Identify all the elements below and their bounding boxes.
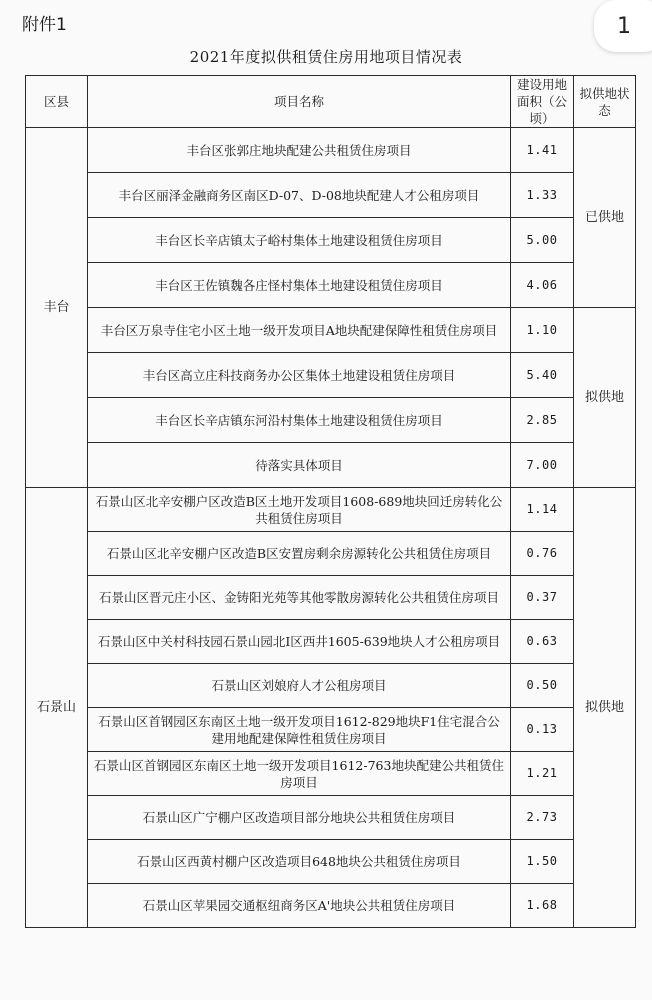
area-cell: 0.50 <box>511 664 574 708</box>
project-name-cell: 石景山区西黄村棚户区改造项目648地块公共租赁住房项目 <box>88 840 511 884</box>
status-cell-supplied: 已供地 <box>574 128 636 308</box>
project-table <box>25 75 636 928</box>
header-district: 区县 <box>26 76 88 128</box>
table-row <box>26 308 636 353</box>
area-cell: 0.37 <box>511 576 574 620</box>
project-name-cell: 丰台区高立庄科技商务办公区集体土地建设租赁住房项目 <box>88 353 511 398</box>
area-cell: 0.13 <box>511 708 574 752</box>
table-row <box>26 664 636 708</box>
area-cell: 0.63 <box>511 620 574 664</box>
table-title: 2021年度拟供租赁住房用地项目情况表 <box>189 48 463 66</box>
table-row <box>26 353 636 398</box>
table-row <box>26 263 636 308</box>
area-cell: 5.40 <box>511 353 574 398</box>
area-cell: 1.33 <box>511 173 574 218</box>
project-name-cell: 石景山区中关村科技园石景山园北Ⅰ区西井1605-639地块人才公租房项目 <box>88 620 511 664</box>
project-name-cell: 石景山区晋元庄小区、金铸阳光苑等其他零散房源转化公共租赁住房项目 <box>88 576 511 620</box>
status-cell-planned: 拟供地 <box>574 308 636 488</box>
page-number: 1 <box>617 13 631 39</box>
table-row <box>26 128 636 173</box>
district-cell-shijingshan: 石景山 <box>26 488 88 928</box>
table-row <box>26 218 636 263</box>
project-name-cell: 石景山区北辛安棚户区改造B区土地开发项目1608-689地块回迁房转化公共租赁住房项目 <box>88 488 511 532</box>
attachment-label: 附件1 <box>22 15 67 35</box>
table-row <box>26 443 636 488</box>
table-row <box>26 840 636 884</box>
project-name-cell: 石景山区首钢园区东南区土地一级开发项目1612-763地块配建公共租赁住房项目 <box>88 752 511 796</box>
project-name-cell: 丰台区万泉寺住宅小区土地一级开发项目A地块配建保障性租赁住房项目 <box>88 308 511 353</box>
project-name-cell: 丰台区长辛店镇东河沿村集体土地建设租赁住房项目 <box>88 398 511 443</box>
area-cell: 1.50 <box>511 840 574 884</box>
district-cell-fengtai: 丰台 <box>26 128 88 488</box>
project-name-cell: 丰台区长辛店镇太子峪村集体土地建设租赁住房项目 <box>88 218 511 263</box>
table-row <box>26 576 636 620</box>
header-row <box>26 76 636 128</box>
project-name-cell: 石景山区首钢园区东南区土地一级开发项目1612-829地块F1住宅混合公建用地配建保障性租赁住房项目 <box>88 708 511 752</box>
table-row <box>26 488 636 532</box>
project-name-cell: 石景山区广宁棚户区改造项目部分地块公共租赁住房项目 <box>88 796 511 840</box>
area-cell: 1.68 <box>511 884 574 928</box>
table-row <box>26 398 636 443</box>
area-cell: 2.73 <box>511 796 574 840</box>
area-cell: 1.10 <box>511 308 574 353</box>
project-name-cell: 丰台区王佐镇魏各庄怪村集体土地建设租赁住房项目 <box>88 263 511 308</box>
header-project: 项目名称 <box>88 76 511 128</box>
project-name-cell: 待落实具体项目 <box>88 443 511 488</box>
project-name-cell: 石景山区苹果园交通枢纽商务区A'地块公共租赁住房项目 <box>88 884 511 928</box>
area-cell: 7.00 <box>511 443 574 488</box>
status-cell-planned: 拟供地 <box>574 488 636 928</box>
project-name-cell: 丰台区张郭庄地块配建公共租赁住房项目 <box>88 128 511 173</box>
project-name-cell: 石景山区刘娘府人才公租房项目 <box>88 664 511 708</box>
header-area: 建设用地面积（公顷） <box>511 76 574 128</box>
table-row <box>26 620 636 664</box>
project-name-cell: 石景山区北辛安棚户区改造B区安置房剩余房源转化公共租赁住房项目 <box>88 532 511 576</box>
area-cell: 1.14 <box>511 488 574 532</box>
table-row <box>26 173 636 218</box>
area-cell: 1.41 <box>511 128 574 173</box>
table-row <box>26 796 636 840</box>
area-cell: 5.00 <box>511 218 574 263</box>
area-cell: 4.06 <box>511 263 574 308</box>
area-cell: 0.76 <box>511 532 574 576</box>
page-number-badge <box>594 0 652 52</box>
area-cell: 2.85 <box>511 398 574 443</box>
table-row <box>26 532 636 576</box>
area-cell: 1.21 <box>511 752 574 796</box>
header-status: 拟供地状态 <box>574 76 636 128</box>
table-row <box>26 752 636 796</box>
project-name-cell: 丰台区丽泽金融商务区南区D-07、D-08地块配建人才公租房项目 <box>88 173 511 218</box>
table-row <box>26 708 636 752</box>
table-row <box>26 884 636 928</box>
